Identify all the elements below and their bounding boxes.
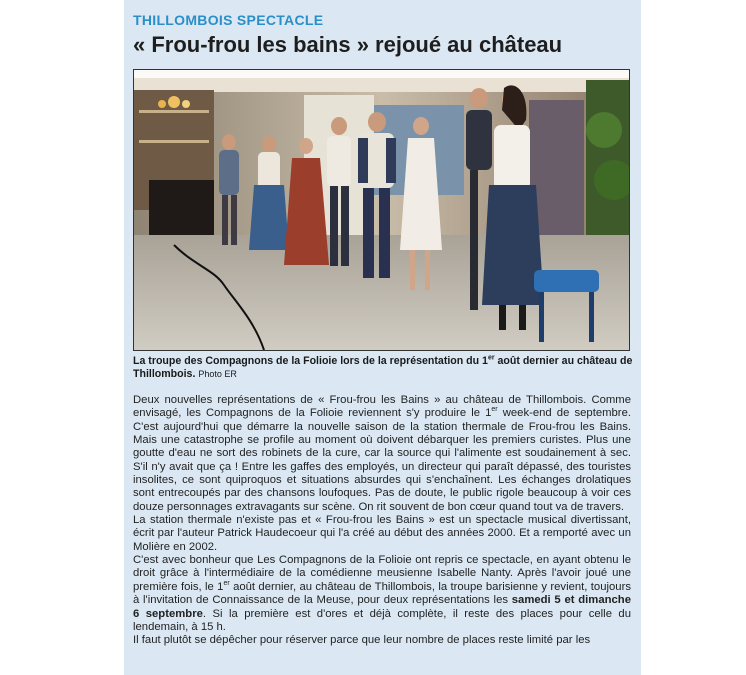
article-headline: « Frou-frou les bains » rejoué au château — [133, 32, 563, 57]
article-kicker: THILLOMBOIS SPECTACLE — [133, 12, 324, 28]
article-paragraph — [133, 394, 631, 514]
paragraph-text: C'est avec bonheur que Les Compagnons de la Folioie ont repris ce spectacle, en ayant obtenu le droit grâce à l'intermédiaire de la comédienne meusienne Isabelle Nanty. Après l'avoir joué une première fois, le 1 — [133, 554, 631, 593]
caption-sup: er — [487, 354, 495, 362]
paragraph-text: . Si la première est d'ores et déjà complète, il reste des places pour celle du lendemain, à 15 h. — [133, 607, 631, 633]
article-paragraph — [133, 634, 631, 647]
paragraph-text: Il faut plutôt se dépêcher pour réserver parce que leur nombre de places reste limité par les — [133, 634, 591, 647]
stage-photo-illustration — [134, 70, 629, 350]
caption-text-start: La troupe des Compagnons de la Folioie lors de la représentation du 1 — [133, 355, 488, 367]
caption-text-end: août dernier au château de Thillombois. — [133, 355, 633, 380]
paragraph-text: La station thermale n'existe pas et « Frou-frou les Bains » est un spectacle musical divertissant, écrit par l'auteur Patrick Haudecoeur qui l'a créé au début des années 2000. Et a remporté avec un Molière en 2002. — [133, 514, 631, 553]
paragraph-text: er — [491, 406, 498, 414]
paragraph-text: Deux nouvelles représentations de « Frou-frou les Bains » au château de Thillombois. Comme envisagé, les Compagnons de la Folioie reviennent s'y produire le 1 — [133, 394, 631, 420]
article-body — [133, 394, 631, 648]
photo-credit: Photo ER — [198, 369, 237, 379]
paragraph-text: août dernier, au château de Thillombois, la troupe barisienne y revient, toujours à l'invitation de Connaissance de la Meuse, pour deux représentations les — [133, 580, 631, 607]
paragraph-text: samedi 5 et dimanche 6 septembre — [133, 594, 631, 620]
photo-caption — [133, 355, 633, 381]
article-paragraph — [133, 554, 631, 634]
paragraph-text: week-end de septembre. C'est aujourd'hui que démarre la nouvelle saison de la station thermale de Frou-frou les Bains. Mais une catastrophe se profile au moment où doivent débarquer les premiers curistes. Plus une goutte d'eau ne sort des robinets de la cure, car la source qui l'alimente est soudainement à sec. S'il n'y avait que ça ! Entre les gaffes des employés, un directeur qui paraît dépassé, des touristes insolites, ce sont quiproquos et situations absurdes qui s'enchaînent. Les échanges drolatiques sont entrecoupés par des chansons loufoques. Pas de doute, le public rigole beaucoup à voir ces douze personnages extravagants sur scène. On rit souvent de bon cœur quand tout va de travers. — [133, 407, 631, 513]
article-paragraph — [133, 514, 631, 554]
paragraph-text: er — [223, 580, 230, 588]
stage-photo — [133, 69, 630, 351]
